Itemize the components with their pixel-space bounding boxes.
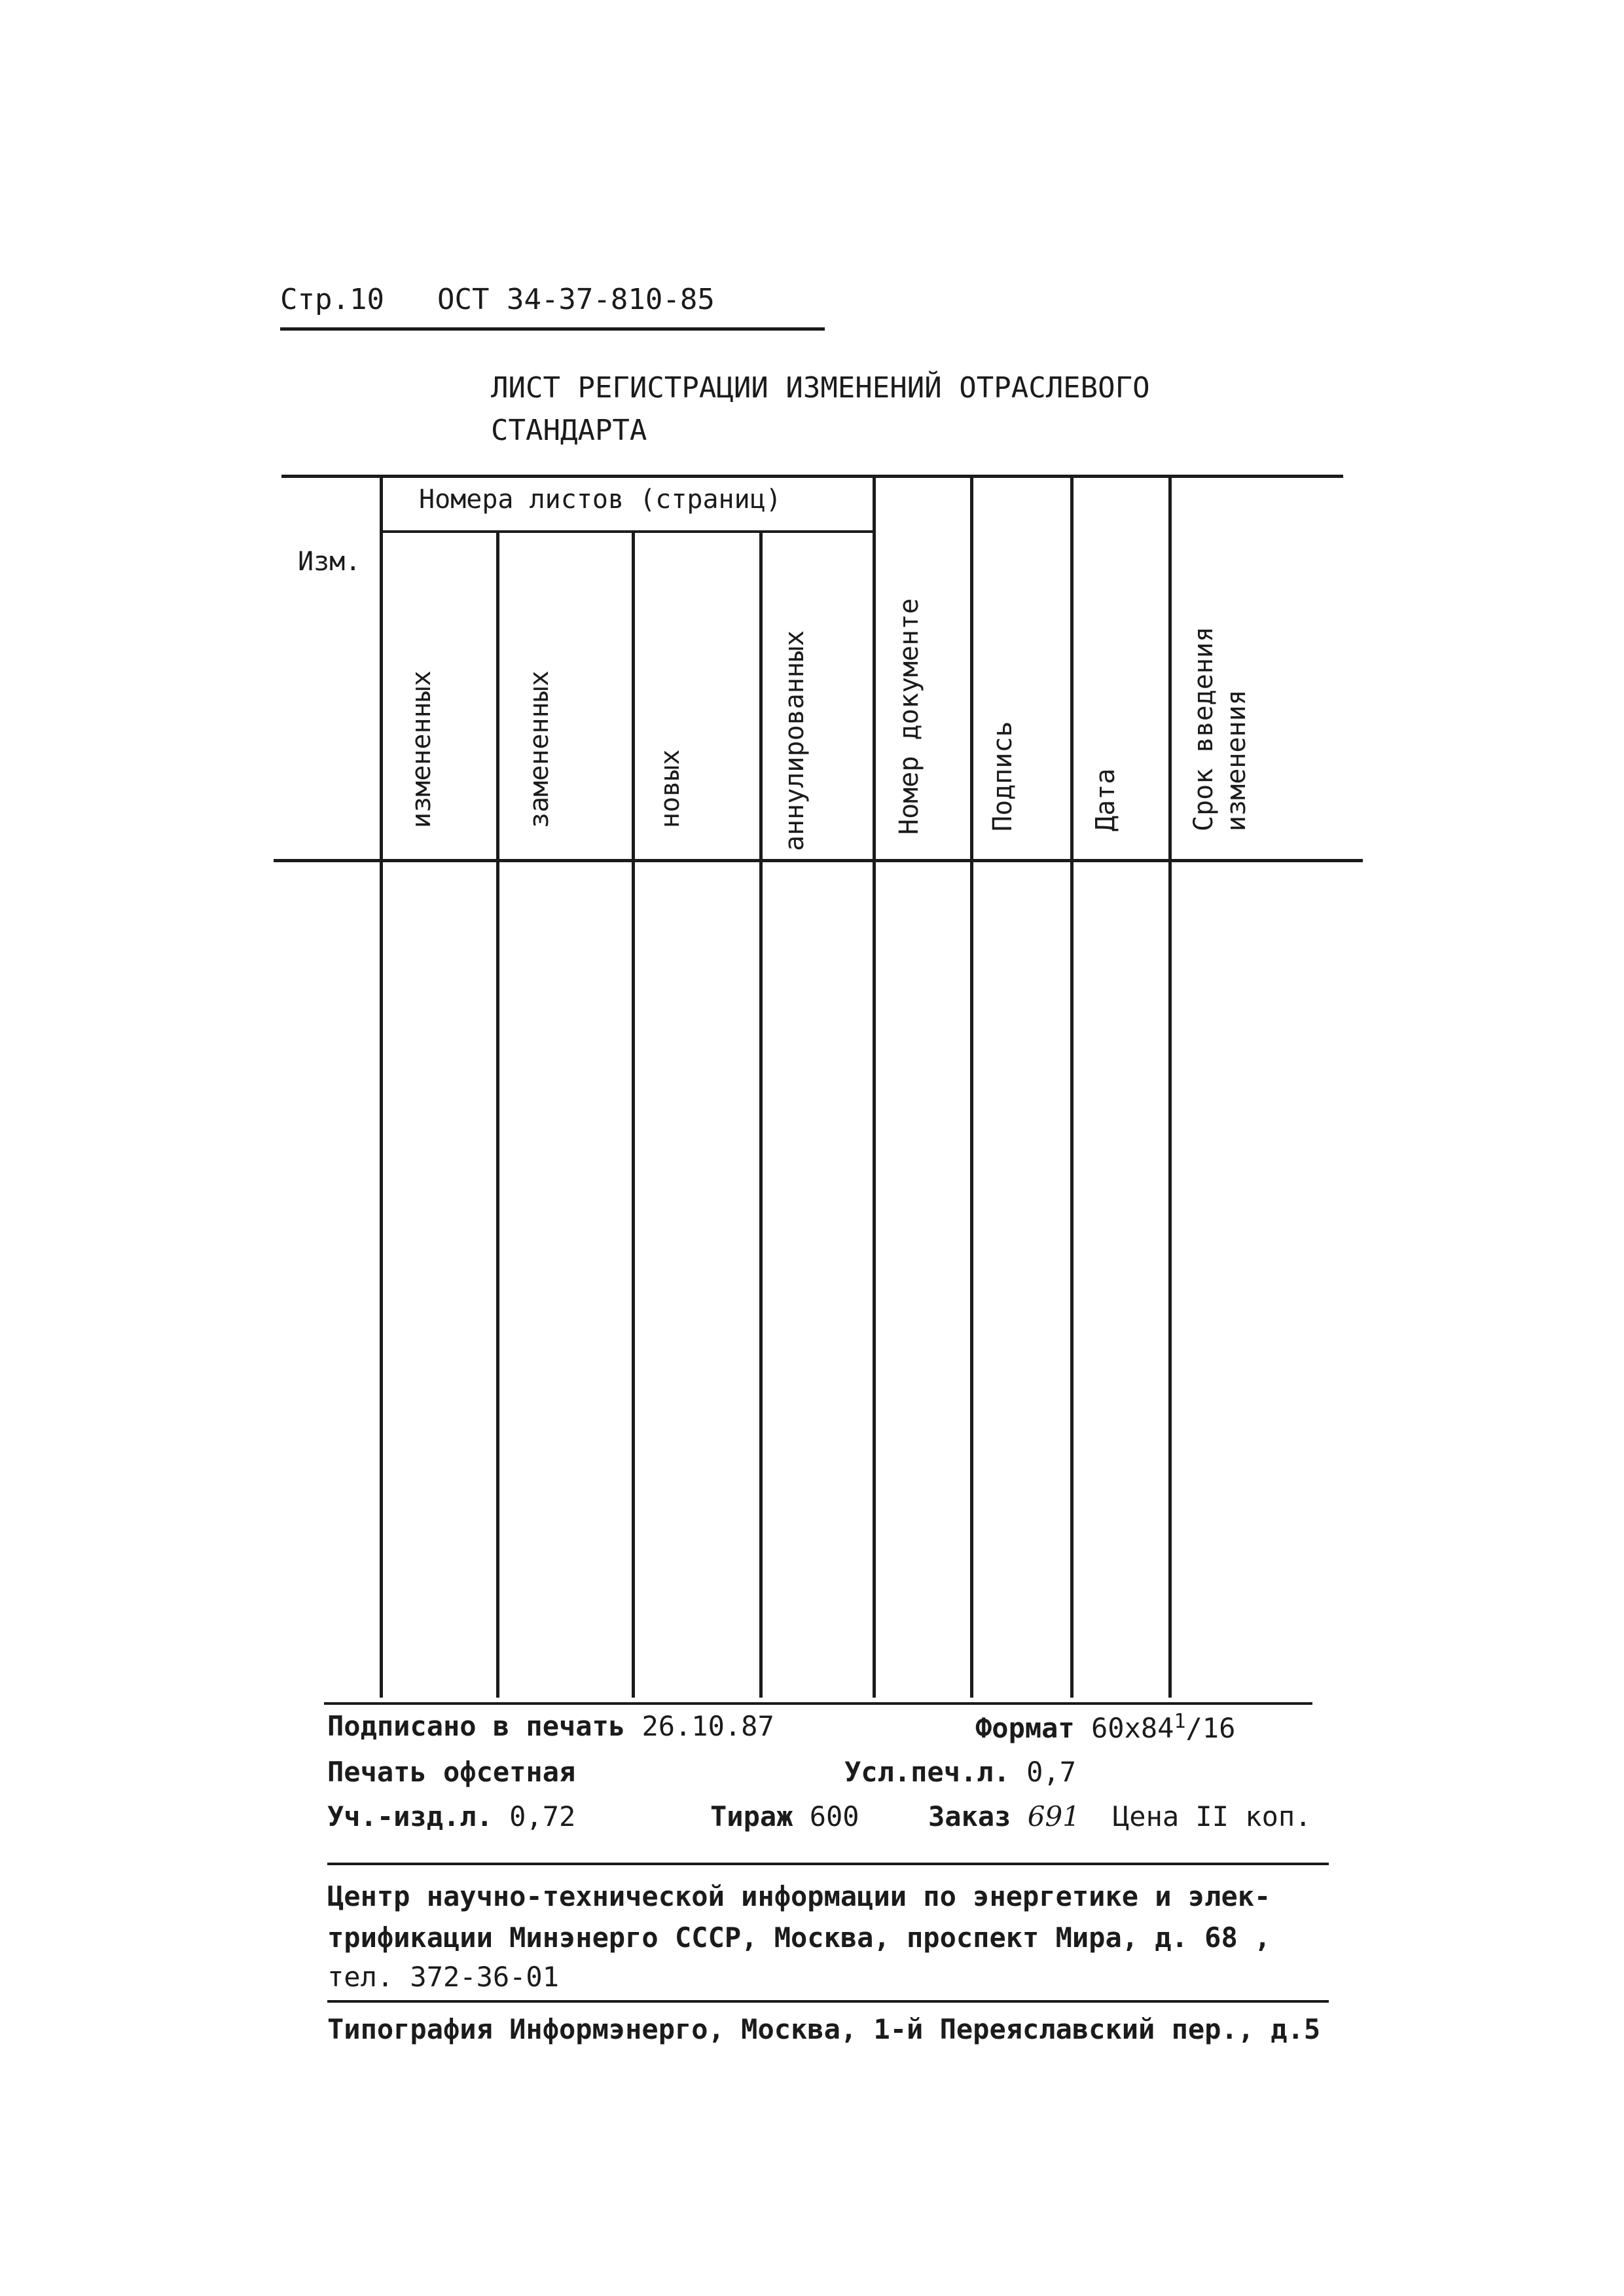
publisher-rule xyxy=(327,2000,1329,2003)
table-divider xyxy=(1070,475,1074,1698)
sheet-title-line2: СТАНДАРТА xyxy=(491,414,647,447)
publisher-line2: трификации Минэнерго СССР, Москва, проспект Мира, д. 68 , xyxy=(327,1922,1271,1954)
table-divider xyxy=(380,475,383,1698)
column-term-line1: Срок введения xyxy=(1189,626,1219,831)
table-divider xyxy=(873,475,876,1698)
order-number-handwritten: 691 xyxy=(1027,1800,1080,1832)
table-bottom-rule xyxy=(324,1702,1312,1705)
page-number: Стр.10 xyxy=(280,283,384,316)
sheet-title-line1: ЛИСТ РЕГИСТРАЦИИ ИЗМЕНЕНИЙ ОТРАСЛЕВОГО xyxy=(491,371,1150,405)
header-rule xyxy=(280,327,825,331)
imprint-signed: Подписано в печать 26.10.87 xyxy=(327,1710,774,1742)
column-replaced: замененных xyxy=(524,670,554,828)
table-divider xyxy=(759,530,763,1698)
standard-code: ОСТ 34-37-810-85 xyxy=(437,283,715,316)
publisher-line1: Центр научно-технической информации по энергетике и элек- xyxy=(327,1880,1271,1912)
imprint-format: Формат $60x84^1/16$ xyxy=(975,1710,1236,1744)
imprint-uch: Уч.-изд.л. 0,72 xyxy=(327,1800,576,1832)
table-divider xyxy=(970,475,973,1698)
column-document-number: Номер документе xyxy=(894,598,924,835)
imprint-zakaz: Заказ 691 xyxy=(928,1800,1080,1832)
table-divider xyxy=(1168,475,1172,1698)
publisher-line3: тел. 372-36-01 xyxy=(327,1961,560,1993)
column-izm: Изм. xyxy=(298,547,361,577)
imprint-tirazh: Тираж 600 xyxy=(710,1800,859,1832)
table-top-rule xyxy=(281,475,1343,478)
group-header-rule xyxy=(383,530,876,533)
signed-date: 26.10.87 xyxy=(641,1710,774,1742)
group-header-sheet-numbers: Номера листов (страниц) xyxy=(419,484,782,515)
imprint-usl: Усл.печ.л. 0,7 xyxy=(844,1756,1077,1788)
table-header-bottom-rule xyxy=(274,859,1363,862)
table-divider xyxy=(632,530,635,1698)
column-new: новых xyxy=(655,749,685,828)
table-divider xyxy=(496,530,499,1698)
column-changed: измененных xyxy=(406,670,437,828)
imprint-print-type: Печать офсетная xyxy=(327,1756,576,1788)
imprint-rule xyxy=(327,1863,1329,1865)
column-term-line2: изменения xyxy=(1221,689,1252,831)
imprint-price: Цена II коп. xyxy=(1113,1800,1312,1832)
column-signature: Подпись xyxy=(988,721,1018,831)
printer-line: Типография Информэнерго, Москва, 1-й Переяславский пер., д.5 xyxy=(327,2013,1321,2045)
column-annulled: аннулированных xyxy=(780,630,810,851)
column-date: Дата xyxy=(1091,768,1121,831)
